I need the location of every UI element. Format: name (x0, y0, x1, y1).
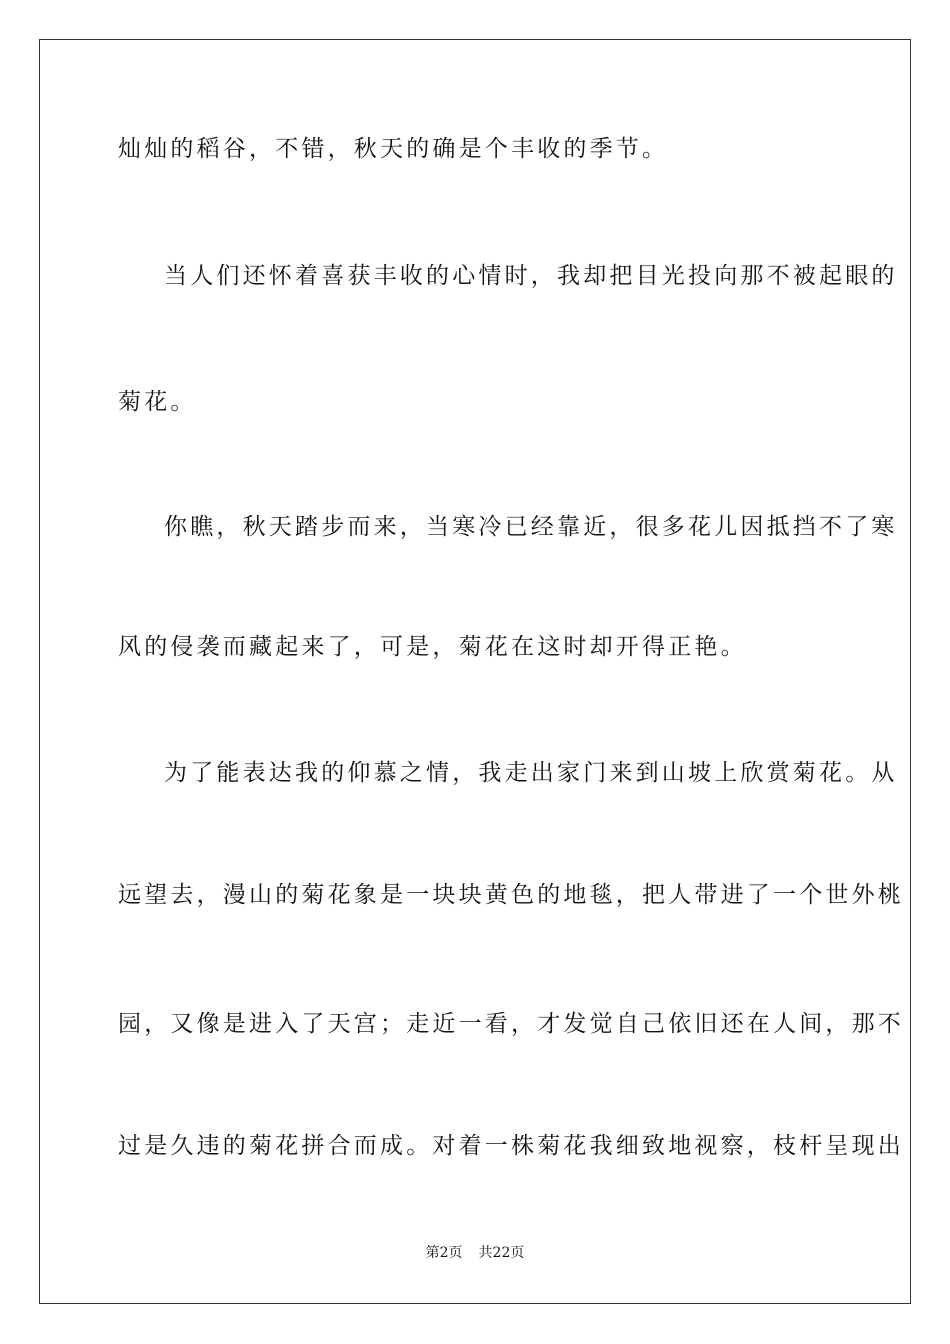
text-line: 园，又像是进入了天宫；走近一看，才发觉自己依旧还在人间，那不 (118, 1011, 904, 1037)
page-number: 第2页 (425, 1245, 463, 1261)
paragraph-start-line: 为了能表达我的仰慕之情，我走出家门来到山坡上欣赏菊花。从 (164, 760, 898, 786)
text-line: 远望去，漫山的菊花象是一块块黄色的地毯，把人带进了一个世外桃 (118, 882, 904, 908)
paragraph-start-line: 当人们还怀着喜获丰收的心情时，我却把目光投向那不被起眼的 (164, 263, 898, 289)
page-total: 共22页 (478, 1245, 525, 1261)
text-line: 菊花。 (118, 389, 197, 415)
paragraph-start-line: 你瞧，秋天踏步而来，当寒冷已经靠近，很多花儿因抵挡不了寒 (164, 514, 898, 540)
text-line: 过是久违的菊花拼合而成。对着一株菊花我细致地视察，枝杆呈现出 (118, 1133, 904, 1159)
page-footer (0, 1244, 950, 1262)
text-line: 风的侵袭而藏起来了，可是，菊花在这时却开得正艳。 (118, 634, 747, 660)
page-border (39, 39, 911, 1304)
text-line: 灿灿的稻谷，不错，秋天的确是个丰收的季节。 (118, 136, 669, 162)
